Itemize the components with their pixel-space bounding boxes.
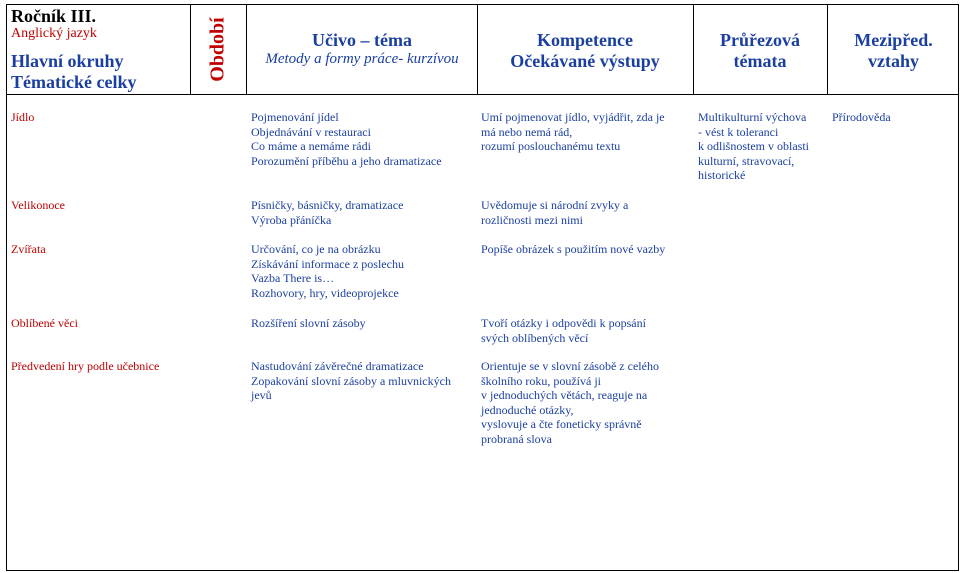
period-label: Období [206,16,229,82]
curriculum-subtitle: Metody a formy práce- kurzívou [265,51,459,67]
cross-label-2: témata [733,51,787,71]
subject-label: Anglický jazyk [11,26,97,41]
row-inter-relations: Přírodověda [832,110,891,124]
row-topic: Oblíbené věci [11,316,78,330]
row-outcomes: Orientuje se v slovní zásobě z celého školního roku, používá ji v jednoduchých větách, reaguje na jednoduché otázky, vyslovuje a čte foneticky správně probraná slova [481,359,659,446]
header-topics-cell [11,6,136,93]
row-curriculum: Nastudování závěrečné dramatizace Zopakování slovní zásoby a mluvnických jevů [251,359,451,403]
row-topic: Jídlo [11,110,35,124]
grade-label: Ročník III. [11,6,97,26]
row-topic: Velikonoce [11,198,65,212]
header-bottom-line [6,94,959,95]
header-competence-cell [477,30,693,72]
competence-label: Kompetence [537,30,633,50]
curriculum-title: Učivo – téma [312,30,412,50]
row-topic: Zvířata [11,242,46,256]
row-curriculum: Písničky, básničky, dramatizace Výroba přáníčka [251,198,404,227]
row-outcomes: Tvoří otázky i odpovědi k popsání svých oblíbených věcí [481,316,646,345]
row-curriculum: Pojmenování jídel Objednávání v restauraci Co máme a nemáme rádi Porozumění příběhu a jeho dramatizace [251,110,442,168]
outcomes-label: Očekávané výstupy [510,51,660,71]
inter-label-2: vztahy [868,51,919,71]
header-cross-cell [693,30,827,72]
inter-label-1: Mezipřed. [854,30,933,50]
header-curriculum-cell [247,30,477,68]
row-topic: Předvedení hry podle učebnice [11,359,160,373]
row-outcomes: Umí pojmenovat jídlo, vyjádřit, zda je má nebo nemá rád, rozumí poslouchanému textu [481,110,665,154]
row-curriculum: Určování, co je na obrázku Získávání informace z poslechu Vazba There is… Rozhovory, hry, videoprojekce [251,242,404,300]
row-outcomes: Popíše obrázek s použitím nové vazby [481,242,666,256]
table-frame [6,4,959,571]
row-outcomes: Uvědomuje si národní zvyky a rozličnosti mezi nimi [481,198,629,227]
main-topics-label: Hlavní okruhy [11,51,124,71]
header-period-cell [190,4,246,94]
row-curriculum: Rozšíření slovní zásoby [251,316,366,330]
cross-label-1: Průřezová [720,30,800,50]
row-cross-topics: Multikulturní výchova - vést k toleranci k odlišnostem v oblasti kulturní, stravovací, historické [698,110,809,183]
thematic-units-label: Tématické celky [11,72,137,92]
header-inter-cell [828,30,959,72]
